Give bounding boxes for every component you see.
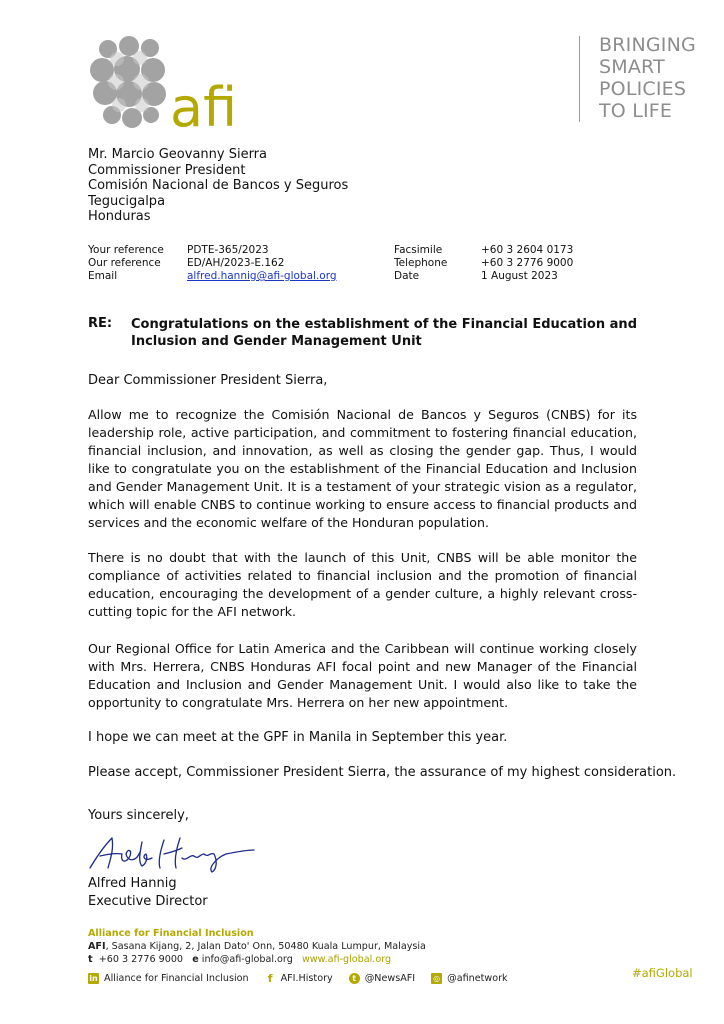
body-paragraph-2: There is no doubt that with the launch of this Unit, CNBS will be able monitor the compliance of activities related to financial inclusion and the promotion of financial education, encouraging the development of a gender culture, a highly relevant cross-cutting topic for the AFI network. [88, 550, 637, 619]
recipient-city: Tegucigalpa [88, 193, 166, 209]
tagline-line-4: TO LIFE [599, 100, 673, 122]
our-reference-label: Our reference [88, 257, 161, 269]
valediction: Yours sincerely, [88, 808, 189, 823]
your-reference-label: Your reference [88, 244, 164, 256]
tagline [599, 34, 696, 122]
recipient-title: Commissioner President [88, 162, 246, 178]
social-linkedin-label[interactable]: Alliance for Financial Inclusion [104, 973, 249, 984]
footer-address [88, 940, 426, 953]
social-facebook-label[interactable]: AFI.History [280, 973, 333, 984]
body-paragraph-3: Our Regional Office for Latin America and the Caribbean will continue working closely with Mrs. Herrera, CNBS Honduras AFI focal point and new Manager of the Financial Education and Inclusion and Gender Management Unit. I would also like to take the opportunity to congratulate Mrs. Herrera on her new appointment. [88, 641, 637, 710]
linkedin-icon[interactable]: in [89, 974, 98, 983]
tagline-line-2: SMART [599, 56, 665, 78]
afi-logo [88, 36, 258, 134]
footer-org-name: Alliance for Financial Inclusion [88, 928, 254, 939]
tagline-line-1: BRINGING [599, 34, 696, 56]
reference-labels [88, 244, 164, 283]
social-twitter-label[interactable]: @NewsAFI [364, 973, 416, 984]
signatory-name: Alfred Hannig [88, 876, 177, 891]
logo-text: afi [170, 76, 238, 134]
footer-email-prefix: e [192, 954, 199, 965]
footer [88, 927, 426, 966]
facsimile-value: +60 3 2604 0173 [481, 244, 574, 256]
instagram-icon[interactable]: ◎ [431, 973, 442, 984]
footer-phone-prefix: t [88, 954, 93, 965]
recipient-address [88, 147, 348, 225]
facebook-icon[interactable]: f [267, 972, 273, 985]
recipient-organization: Comisión Nacional de Bancos y Seguros [88, 178, 349, 193]
contact-labels [394, 244, 447, 283]
tagline-line-3: POLICIES [599, 78, 687, 100]
signatory-block [88, 875, 208, 911]
date-label: Date [394, 270, 420, 282]
telephone-value: +60 3 2776 9000 [481, 257, 574, 269]
twitter-icon[interactable]: t [349, 973, 360, 984]
salutation: Dear Commissioner President Sierra, [88, 373, 328, 388]
email-label: Email [88, 270, 118, 282]
footer-email[interactable]: info@afi-global.org [201, 954, 293, 965]
footer-website[interactable]: www.afi-global.org [301, 954, 392, 965]
tagline-divider [579, 36, 580, 122]
handwritten-signature [86, 828, 261, 874]
footer-phone: +60 3 2776 9000 [98, 954, 184, 965]
telephone-label: Telephone [394, 257, 448, 269]
reference-values [187, 244, 337, 283]
signatory-title: Executive Director [88, 894, 208, 909]
footer-address-bold: AFI [88, 941, 106, 952]
contact-values [481, 244, 573, 283]
facsimile-label: Facsimile [394, 244, 443, 256]
your-reference-value: PDTE-365/2023 [187, 244, 269, 256]
social-instagram-label[interactable]: @afinetwork [447, 973, 508, 984]
date-value: 1 August 2023 [481, 270, 558, 282]
subject-text: Congratulations on the establishment of the Financial Education and Inclusion and Gender Management Unit [131, 317, 637, 349]
footer-contacts [88, 953, 426, 966]
body-paragraph-1: Allow me to recognize the Comisión Nacional de Bancos y Seguros (CNBS) for its leadership role, active participation, and commitment to fostering financial education, financial inclusion, and innovation, as well as closing the gender gap. Thus, I would like to congratulate you on the establishment of the Financial Education and Inclusion and Gender Management Unit. It is a testament of your strategic vision as a regulator, which will enable CNBS to continue working to ensure access to financial products and services and the economic welfare of the Honduran population. [88, 407, 637, 530]
recipient-name: Mr. Marcio Geovanny Sierra [88, 147, 267, 162]
recipient-country: Honduras [88, 209, 151, 224]
footer-hashtag: #afiGlobal [632, 966, 693, 980]
email-link[interactable]: alfred.hannig@afi-global.org [187, 270, 337, 282]
footer-address-rest: , Sasana Kijang, 2, Jalan Dato' Onn, 50480 Kuala Lumpur, Malaysia [105, 941, 426, 952]
closing-line: Please accept, Commissioner President Sierra, the assurance of my highest consideration. [88, 765, 677, 780]
meeting-line: I hope we can meet at the GPF in Manila in September this year. [88, 730, 508, 745]
our-reference-value: ED/AH/2023-E.162 [187, 257, 285, 269]
social-links [88, 973, 508, 984]
subject-label: RE: [88, 316, 113, 331]
